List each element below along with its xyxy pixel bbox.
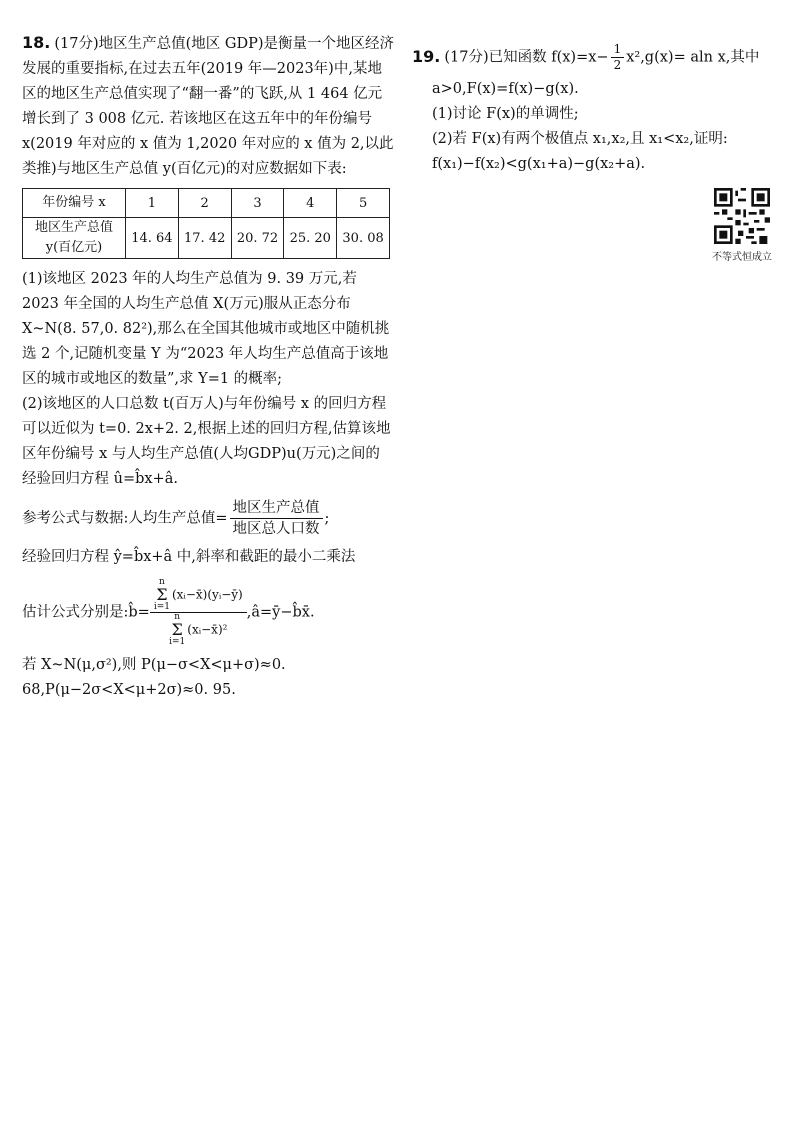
table-row <box>23 218 390 259</box>
table-cell: 20. 72 <box>231 218 284 259</box>
q18-number: 18. <box>22 33 51 52</box>
per-capita-fraction: $\frac{\text{地区生产总值}}{\text{地区总人口数}}$ <box>230 498 323 539</box>
normal-note: 若 X~N(μ,σ²),则 P(μ−σ<X<μ+σ)≈0. 68,P(μ−2σ<X<μ+2σ)≈0. 95. <box>22 657 286 698</box>
table-cell: 1 <box>126 189 179 218</box>
reference-formula: 参考公式与数据:人均生产总值= $\frac{\text{地区生产总值}}{\text{地区总人口数}}$ ; <box>22 500 330 537</box>
q18-part1: (1)该地区 2023 年的人均生产总值为 9. 39 万元,若 2023 年全国的人均生产总值 X(万元)服从正态分布 X~N(8. 57,0. 82²),那么在全国其他城市或地区中随机挑选 2 个,记随机变量 Y 为“2023 年人均生产总值高于该地区的城市或地区的数量”,求 Y=1 的概率; <box>22 271 390 387</box>
sigma-icon: n Σ i=1 <box>153 577 170 612</box>
least-squares-formula: 估计公式分别是:b̂= n Σ i=1(xᵢ−x̄)(yᵢ−ȳ) n Σ i=1(xᵢ−x̄)² ,â=ȳ−b̂x̄. <box>22 577 315 647</box>
table-cell: 17. 42 <box>178 218 231 259</box>
q19-part2-ineq: f(x₁)−f(x₂)<g(x₁+a)−g(x₂+a). <box>432 156 646 172</box>
question-18 <box>22 30 394 703</box>
table-header-x: 年份编号 x <box>23 189 126 218</box>
table-cell: 30. 08 <box>337 218 390 259</box>
table-cell: 4 <box>284 189 337 218</box>
half-fraction: $\frac{1}{2}$ <box>611 42 625 73</box>
q19-stem: 19. (17分)已知函数 f(x)=x− $\frac{1}{2}$ x²,g(x)= aln x,其中 <box>412 42 760 72</box>
table-cell: 14. 64 <box>126 218 179 259</box>
table-header-y: 地区生产总值 y(百亿元) <box>23 218 126 259</box>
slope-fraction: n Σ i=1(xᵢ−x̄)(yᵢ−ȳ) n Σ i=1(xᵢ−x̄)² <box>150 578 247 647</box>
table-cell: 3 <box>231 189 284 218</box>
q18-intro: 18. (17分)地区生产总值(地区 GDP)是衡量一个地区经济发展的重要指标,在过去五年(2019 年—2023年)中,某地区的地区生产总值实现了“翻一番”的飞跃,从 1 464 亿元增长到了 3 008 亿元. 若该地区在这五年中的年份编号 x(2019 年对应的 x 值为 1,2020 年对应的 x 值为 2,以此类推)与地区生产总值 y(百亿元)的对应数据如下表: <box>22 33 394 177</box>
table-row <box>23 189 390 218</box>
q19-part2: (2)若 F(x)有两个极值点 x₁,x₂,且 x₁<x₂,证明: <box>432 131 728 147</box>
sigma-icon: n Σ i=1 <box>169 612 186 647</box>
table-cell: 25. 20 <box>284 218 337 259</box>
qr-caption: 不等式恒成立 <box>712 252 772 263</box>
q18-part2: (2)该地区的人口总数 t(百万人)与年份编号 x 的回归方程可以近似为 t=0. 2x+2. 2,根据上述的回归方程,估算该地区年份编号 x 与人均生产总值(人均GDP)u(万元)之间的经验回归方程 û=b̂x+â. <box>22 396 391 487</box>
q19-number: 19. <box>412 46 441 66</box>
q19-line2: a>0,F(x)=f(x)−g(x). <box>432 81 579 97</box>
data-table <box>22 188 390 259</box>
q19-part1: (1)讨论 F(x)的单调性; <box>432 106 579 122</box>
question-19 <box>412 42 787 177</box>
table-cell: 2 <box>178 189 231 218</box>
regression-line: 经验回归方程 ŷ=b̂x+â 中,斜率和截距的最小二乘法 <box>22 549 356 565</box>
table-cell: 5 <box>337 189 390 218</box>
qr-code-icon[interactable] <box>714 188 770 244</box>
